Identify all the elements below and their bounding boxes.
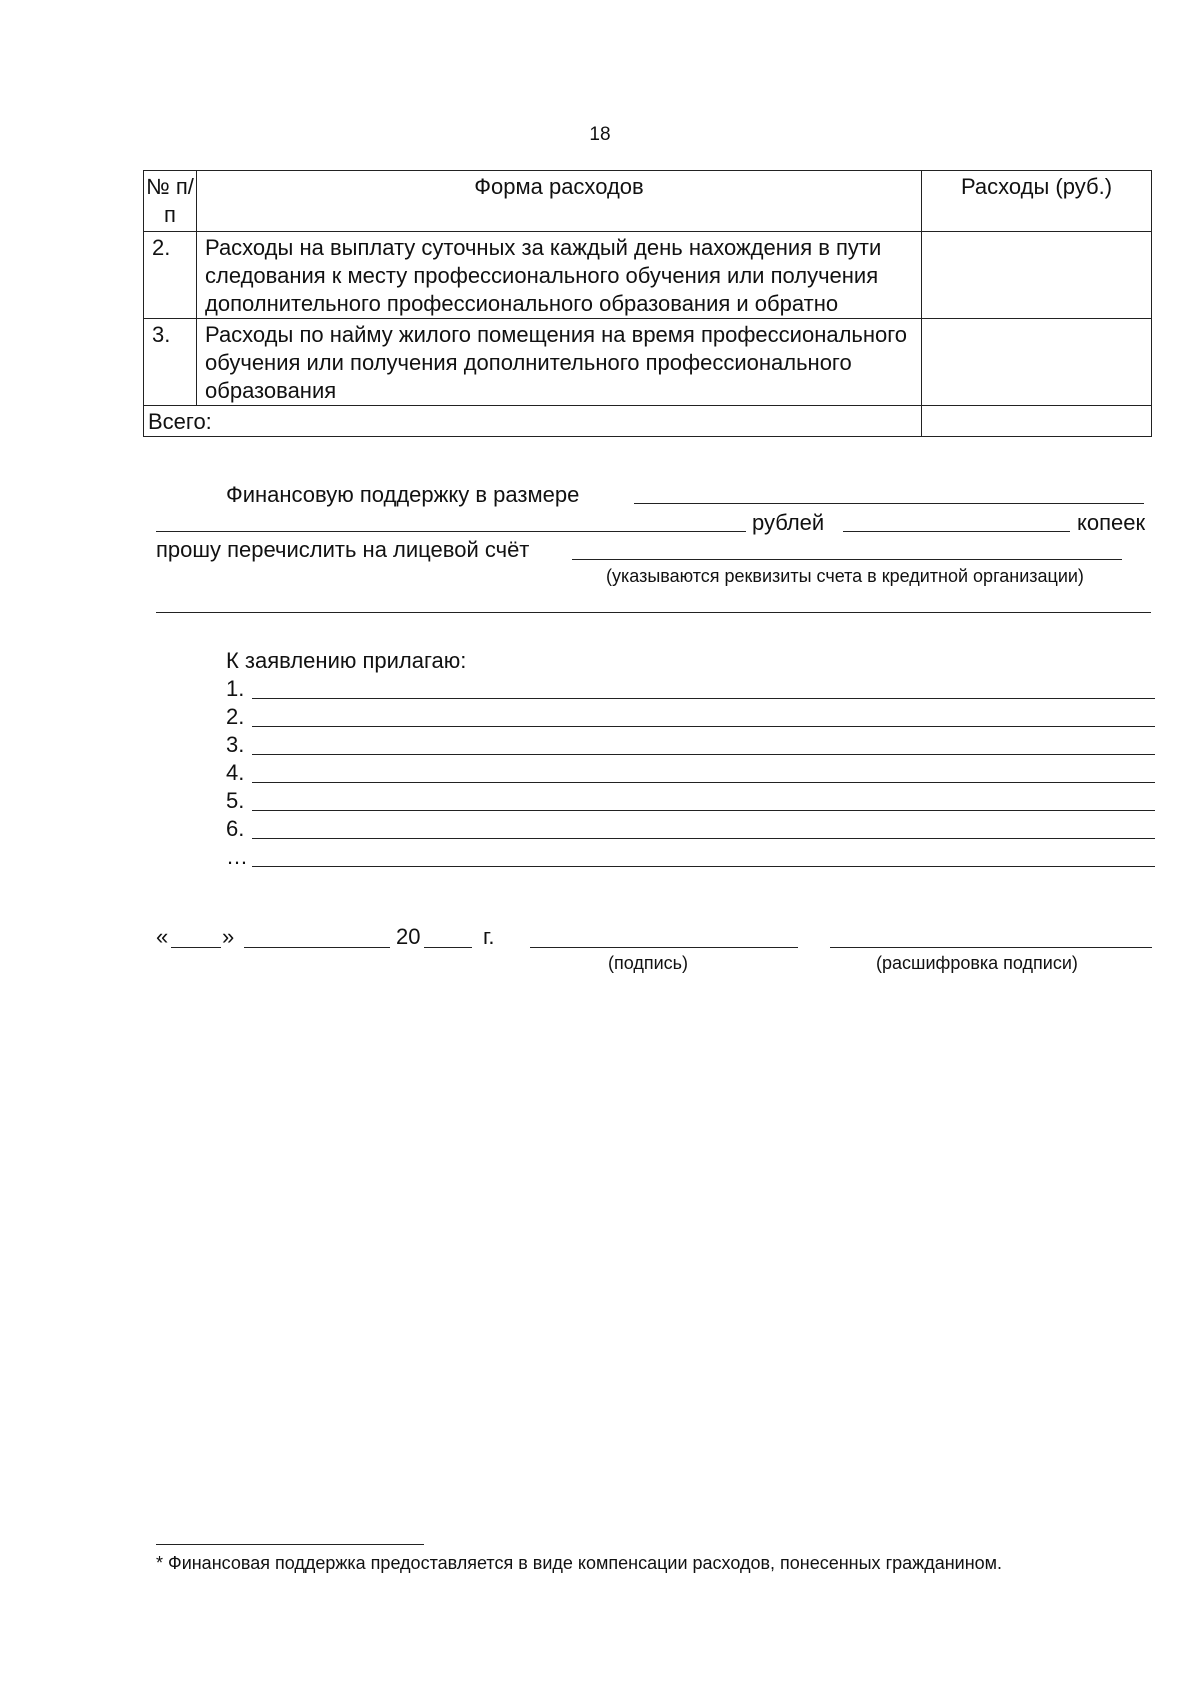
attachments-heading: К заявлению прилагаю: [226, 648, 467, 673]
header-expense-amount: Расходы (руб.) [922, 171, 1152, 232]
table-total-row [144, 406, 1152, 437]
header-number: № п/п [144, 171, 197, 232]
page-number: 18 [589, 124, 611, 145]
header-expense-form: Форма расходов [197, 171, 922, 232]
attachment-number: 6. [226, 816, 245, 841]
table-row [144, 232, 1152, 319]
signature-decoding-label: (расшифровка подписи) [876, 953, 1078, 973]
row-expense-amount[interactable] [922, 232, 1152, 319]
attachment-field[interactable] [252, 866, 1155, 867]
attachment-field[interactable] [252, 782, 1155, 783]
support-amount-label: Финансовую поддержку в размере [226, 482, 580, 507]
attachment-number: 5. [226, 788, 245, 813]
signature-decoding-field[interactable] [830, 947, 1152, 948]
attachment-field[interactable] [252, 810, 1155, 811]
rubles-label: рублей [752, 510, 825, 535]
signature-field[interactable] [530, 947, 798, 948]
attachment-number: 1. [226, 676, 245, 701]
account-hint: (указываются реквизиты счета в кредитной организации) [606, 566, 1084, 586]
total-amount[interactable] [922, 406, 1152, 437]
row-expense-text: Расходы на выплату суточных за каждый день нахождения в пути следования к месту профессионального обучения или получения дополнительного профессионального образования и обратно [197, 232, 922, 319]
attachment-field[interactable] [252, 754, 1155, 755]
account-field[interactable] [572, 559, 1122, 560]
attachment-number: 2. [226, 704, 245, 729]
row-expense-amount[interactable] [922, 319, 1152, 406]
table-header-row [144, 171, 1152, 232]
footnote-rule [156, 1544, 424, 1545]
support-amount-field[interactable] [634, 503, 1144, 504]
row-expense-text: Расходы по найму жилого помещения на время профессионального обучения или получения дополнительного профессионального образования [197, 319, 922, 406]
date-month-field[interactable] [244, 947, 390, 948]
kopecks-label: копеек [1077, 510, 1146, 535]
date-open-quote: « [156, 924, 169, 949]
attachment-ellipsis: … [226, 844, 248, 869]
date-day-field[interactable] [171, 947, 221, 948]
date-close-quote: » [222, 924, 235, 949]
row-number: 3. [144, 319, 197, 406]
date-year-field[interactable] [424, 947, 472, 948]
footnote-text: * Финансовая поддержка предоставляется в виде компенсации расходов, понесенных гражданином. [156, 1553, 1003, 1573]
attachment-field[interactable] [252, 698, 1155, 699]
row-number: 2. [144, 232, 197, 319]
attachment-field[interactable] [252, 838, 1155, 839]
attachment-number: 3. [226, 732, 245, 757]
account-field-cont[interactable] [156, 612, 1151, 613]
table-row [144, 319, 1152, 406]
kopecks-field[interactable] [843, 531, 1070, 532]
total-label: Всего: [144, 406, 922, 437]
date-year-suffix: г. [483, 924, 495, 949]
signature-label: (подпись) [608, 953, 689, 973]
attachment-number: 4. [226, 760, 245, 785]
support-amount-field-cont[interactable] [156, 531, 746, 532]
expenses-table [143, 170, 1152, 437]
attachment-field[interactable] [252, 726, 1155, 727]
transfer-label: прошу перечислить на лицевой счёт [156, 537, 530, 562]
date-year-prefix: 20 [396, 924, 421, 949]
